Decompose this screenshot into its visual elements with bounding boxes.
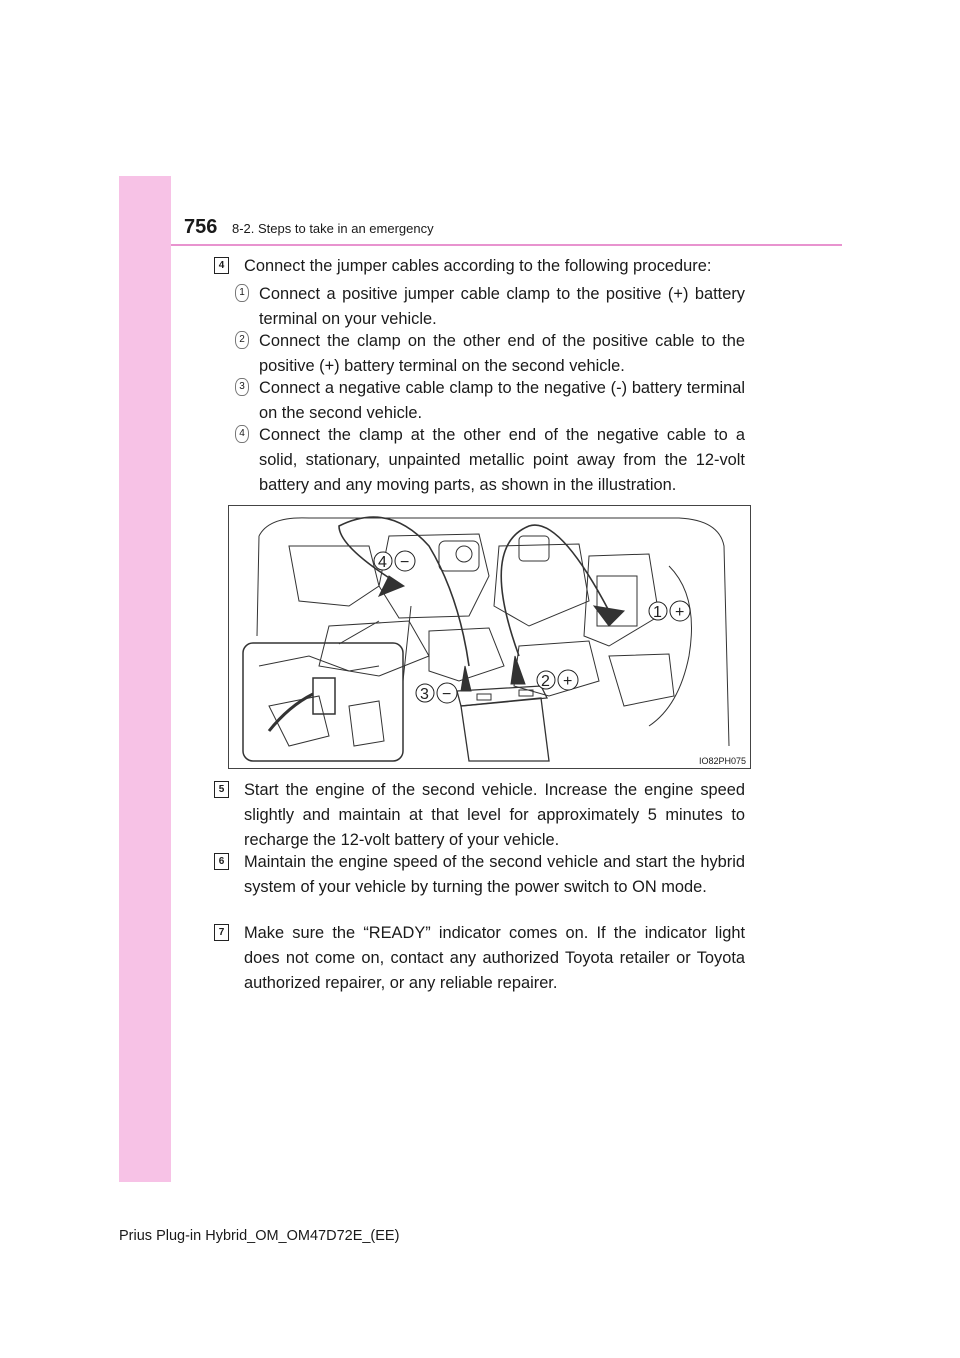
substep-3 [235,376,745,426]
substep-text: Connect the clamp on the other end of the positive cable to the positive (+) battery terminal on the second vehicle. [259,332,745,375]
section-title: 8-2. Steps to take in an emergency [232,221,434,236]
jumper-cable-illustration [228,505,751,769]
step-6 [210,850,745,900]
step-text: Start the engine of the second vehicle. Increase the engine speed slightly and maintain at that level for approximately 5 minutes to recharge the 12-volt battery of your vehicle. [244,781,745,849]
substep-number: 1 [235,284,249,302]
page-number: 756 [184,216,218,238]
step-4 [210,254,745,279]
substep-2 [235,329,745,379]
substep-number: 3 [235,378,249,396]
substep-text: Connect the clamp at the other end of the negative cable to a solid, stationary, unpainted metallic point away from the 12-volt battery and any moving parts, as shown in the illustration. [259,426,745,494]
step-text: Make sure the “READY” indicator comes on. If the indicator light does not come on, contact any authorized Toyota retailer or Toyota authorized repairer, or any reliable repairer. [244,924,745,992]
step-text: Connect the jumper cables according to the following procedure: [244,257,712,275]
header-divider [171,244,842,246]
callout-2-sign: + [563,673,573,690]
substep-number: 2 [235,331,249,349]
step-number-box: 6 [214,853,229,870]
callout-1-number: 1 [653,604,662,621]
substep-4 [235,423,745,498]
callout-3-sign: − [442,686,452,703]
step-number-box: 5 [214,781,229,798]
substep-number: 4 [235,425,249,443]
callout-4-number: 4 [378,554,387,571]
step-text: Maintain the engine speed of the second vehicle and start the hybrid system of your vehicle by turning the power switch to ON mode. [244,853,745,896]
step-number-box: 4 [214,257,229,274]
callout-2-number: 2 [541,673,550,690]
figure-code: IO82PH075 [698,756,746,766]
footer-document-code: Prius Plug-in Hybrid_OM_OM47D72E_(EE) [119,1228,400,1244]
engine-bay-drawing [229,506,750,768]
callout-1-sign: + [675,604,685,621]
substep-text: Connect a positive jumper cable clamp to the positive (+) battery terminal on your vehicle. [259,285,745,328]
step-number-box: 7 [214,924,229,941]
callout-4-sign: − [400,554,410,571]
substep-text: Connect a negative cable clamp to the negative (-) battery terminal on the second vehicle. [259,379,745,422]
chapter-tab-sidebar [119,176,171,1182]
callout-3-number: 3 [420,686,429,703]
step-5 [210,778,745,853]
substep-1 [235,282,745,332]
step-7 [210,921,745,996]
